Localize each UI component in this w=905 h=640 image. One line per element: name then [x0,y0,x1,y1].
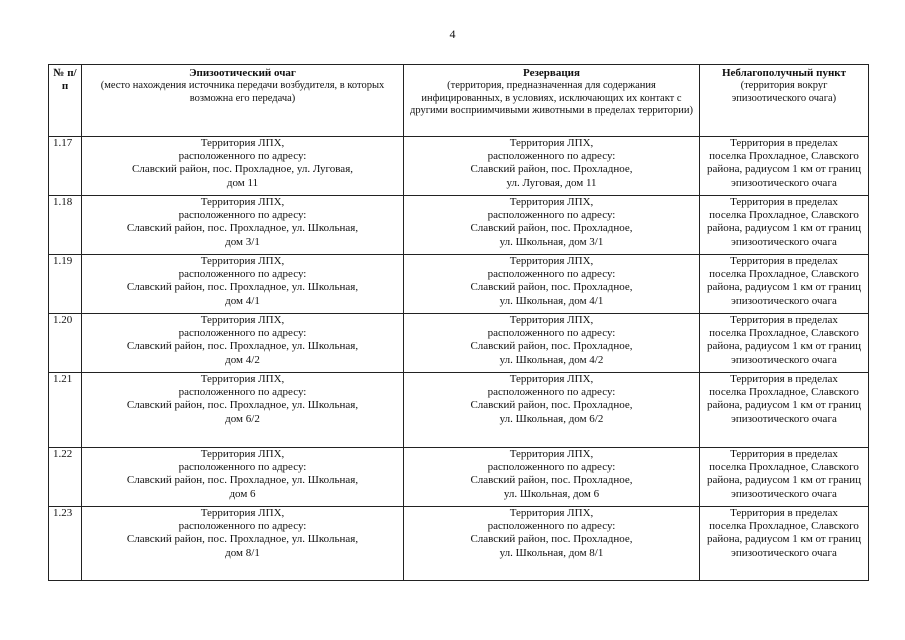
cell-line: Территория ЛПХ, [200,255,285,267]
cell-line: Славский район, пос. Прохладное, ул. Школьная, [126,399,359,412]
cell-line: Территория ЛПХ, [200,507,285,519]
cell-line: эпизоотического очага [731,353,837,366]
page-number: 4 [449,27,456,41]
cell-line: Территория в пределах [730,373,838,385]
reservation-cell [404,448,700,507]
cell-line: Славский район, пос. Прохладное, ул. Школьная, [126,474,359,487]
focus-cell [82,507,404,581]
table-row [49,314,869,373]
header-reservation [404,65,700,137]
cell-line: Территория ЛПХ, [509,137,594,149]
cell-line: эпизоотического очага [731,487,837,500]
focus-cell [82,448,404,507]
cell-line: дом 4/1 [225,294,260,307]
cell-line: поселка Прохладное, Славского [709,209,859,222]
cell-line: Территория ЛПХ, [509,507,594,519]
cell-line: ул. Школьная, дом 3/1 [499,235,604,248]
cell-line: Славский район, пос. Прохладное, [470,399,633,412]
cell-line: Славский район, пос. Прохладное, [470,340,633,353]
point-cell [700,255,869,314]
cell-line: эпизоотического очага [731,176,837,189]
reservation-cell [404,137,700,196]
row-number: 1.19 [49,255,82,314]
cell-line: Территория в пределах [730,314,838,326]
table-row [49,448,869,507]
cell-line: дом 11 [226,176,259,189]
header-point [700,65,869,137]
cell-line: эпизоотического очага [731,294,837,307]
row-number: 1.18 [49,196,82,255]
cell-line: Славский район, пос. Прохладное, ул. Луговая, [132,163,353,176]
focus-cell [82,373,404,448]
cell-line: Территория в пределах [730,507,838,519]
cell-line: расположенного по адресу: [487,327,616,340]
cell-line: расположенного по адресу: [178,268,307,281]
cell-line: дом 3/1 [225,235,260,248]
focus-cell [82,314,404,373]
cell-line: района, радиусом 1 км от границ [706,533,862,546]
row-number: 1.23 [49,507,82,581]
cell-line: района, радиусом 1 км от границ [706,163,862,176]
cell-line: Территория в пределах [730,196,838,208]
row-number: 1.17 [49,137,82,196]
cell-line: ул. Школьная, дом 6/2 [499,412,604,425]
cell-line: поселка Прохладное, Славского [709,386,859,399]
cell-line: района, радиусом 1 км от границ [706,474,862,487]
cell-line: Территория ЛПХ, [200,196,285,208]
cell-line: поселка Прохладное, Славского [709,520,859,533]
cell-line: поселка Прохладное, Славского [709,327,859,340]
focus-cell [82,255,404,314]
cell-line: расположенного по адресу: [487,150,616,163]
cell-line: района, радиусом 1 км от границ [706,222,862,235]
epizootic-table [48,64,869,581]
point-cell [700,137,869,196]
cell-line: расположенного по адресу: [178,461,307,474]
table-row [49,137,869,196]
reservation-cell [404,507,700,581]
header-reservation-subtitle: (территория, предназначенная для содержания инфицированных, в условиях, исключающих их контакт с другими восприимчивыми животными в пределах территории) [410,80,693,117]
cell-line: поселка Прохладное, Славского [709,461,859,474]
cell-line: Территория ЛПХ, [200,373,285,385]
cell-line: Славский район, пос. Прохладное, [470,474,633,487]
cell-line: расположенного по адресу: [178,209,307,222]
cell-line: поселка Прохладное, Славского [709,150,859,163]
header-focus-subtitle: (место нахождения источника передачи возбудителя, в которых возможна его передача) [100,80,385,104]
table-row [49,196,869,255]
cell-line: Территория ЛПХ, [200,314,285,326]
cell-line: расположенного по адресу: [487,461,616,474]
cell-line: дом 4/2 [225,353,260,366]
cell-line: дом 6/2 [225,412,260,425]
cell-line: расположенного по адресу: [487,386,616,399]
cell-line: Славский район, пос. Прохладное, ул. Школьная, [126,340,359,353]
cell-line: Территория ЛПХ, [200,137,285,149]
cell-line: Территория ЛПХ, [509,373,594,385]
cell-line: эпизоотического очага [731,412,837,425]
cell-line: Славский район, пос. Прохладное, [470,281,633,294]
cell-line: дом 8/1 [225,546,260,559]
reservation-cell [404,255,700,314]
cell-line: ул. Школьная, дом 4/1 [499,294,604,307]
cell-line: Территория в пределах [730,448,838,460]
header-num: № п/п [49,65,82,137]
cell-line: района, радиусом 1 км от границ [706,340,862,353]
cell-line: Территория в пределах [730,255,838,267]
cell-line: ул. Школьная, дом 6 [503,487,600,500]
cell-line: дом 6 [229,487,256,500]
cell-line: Славский район, пос. Прохладное, ул. Школьная, [126,281,359,294]
focus-cell [82,196,404,255]
cell-line: Территория ЛПХ, [509,196,594,208]
cell-line: Славский район, пос. Прохладное, ул. Школьная, [126,222,359,235]
cell-line: Славский район, пос. Прохладное, [470,163,633,176]
cell-line: расположенного по адресу: [178,386,307,399]
cell-line: ул. Луговая, дом 11 [506,176,597,189]
cell-line: расположенного по адресу: [487,520,616,533]
cell-line: Территория ЛПХ, [509,448,594,460]
header-focus-title: Эпизоотический очаг [189,67,296,79]
point-cell [700,448,869,507]
cell-line: Славский район, пос. Прохладное, [470,533,633,546]
header-point-subtitle: (территория вокруг эпизоотического очага) [731,80,837,104]
cell-line: Территория в пределах [730,137,838,149]
cell-line: расположенного по адресу: [487,209,616,222]
header-point-title: Неблагополучный пункт [721,67,847,79]
cell-line: ул. Школьная, дом 8/1 [499,546,604,559]
row-number: 1.20 [49,314,82,373]
table-body [49,137,869,581]
cell-line: Территория ЛПХ, [509,255,594,267]
cell-line: Славский район, пос. Прохладное, [470,222,633,235]
row-number: 1.22 [49,448,82,507]
table-row [49,373,869,448]
table-row [49,255,869,314]
cell-line: эпизоотического очага [731,546,837,559]
table-header-row [49,65,869,137]
reservation-cell [404,373,700,448]
cell-line: района, радиусом 1 км от границ [706,281,862,294]
point-cell [700,507,869,581]
cell-line: района, радиусом 1 км от границ [706,399,862,412]
cell-line: эпизоотического очага [731,235,837,248]
cell-line: ул. Школьная, дом 4/2 [499,353,604,366]
row-number: 1.21 [49,373,82,448]
cell-line: Территория ЛПХ, [200,448,285,460]
cell-line: расположенного по адресу: [487,268,616,281]
cell-line: поселка Прохладное, Славского [709,268,859,281]
header-focus [82,65,404,137]
point-cell [700,373,869,448]
reservation-cell [404,196,700,255]
cell-line: Территория ЛПХ, [509,314,594,326]
cell-line: расположенного по адресу: [178,150,307,163]
table-row [49,507,869,581]
point-cell [700,314,869,373]
focus-cell [82,137,404,196]
reservation-cell [404,314,700,373]
cell-line: расположенного по адресу: [178,327,307,340]
header-reservation-title: Резервация [523,67,580,79]
cell-line: Славский район, пос. Прохладное, ул. Школьная, [126,533,359,546]
point-cell [700,196,869,255]
cell-line: расположенного по адресу: [178,520,307,533]
